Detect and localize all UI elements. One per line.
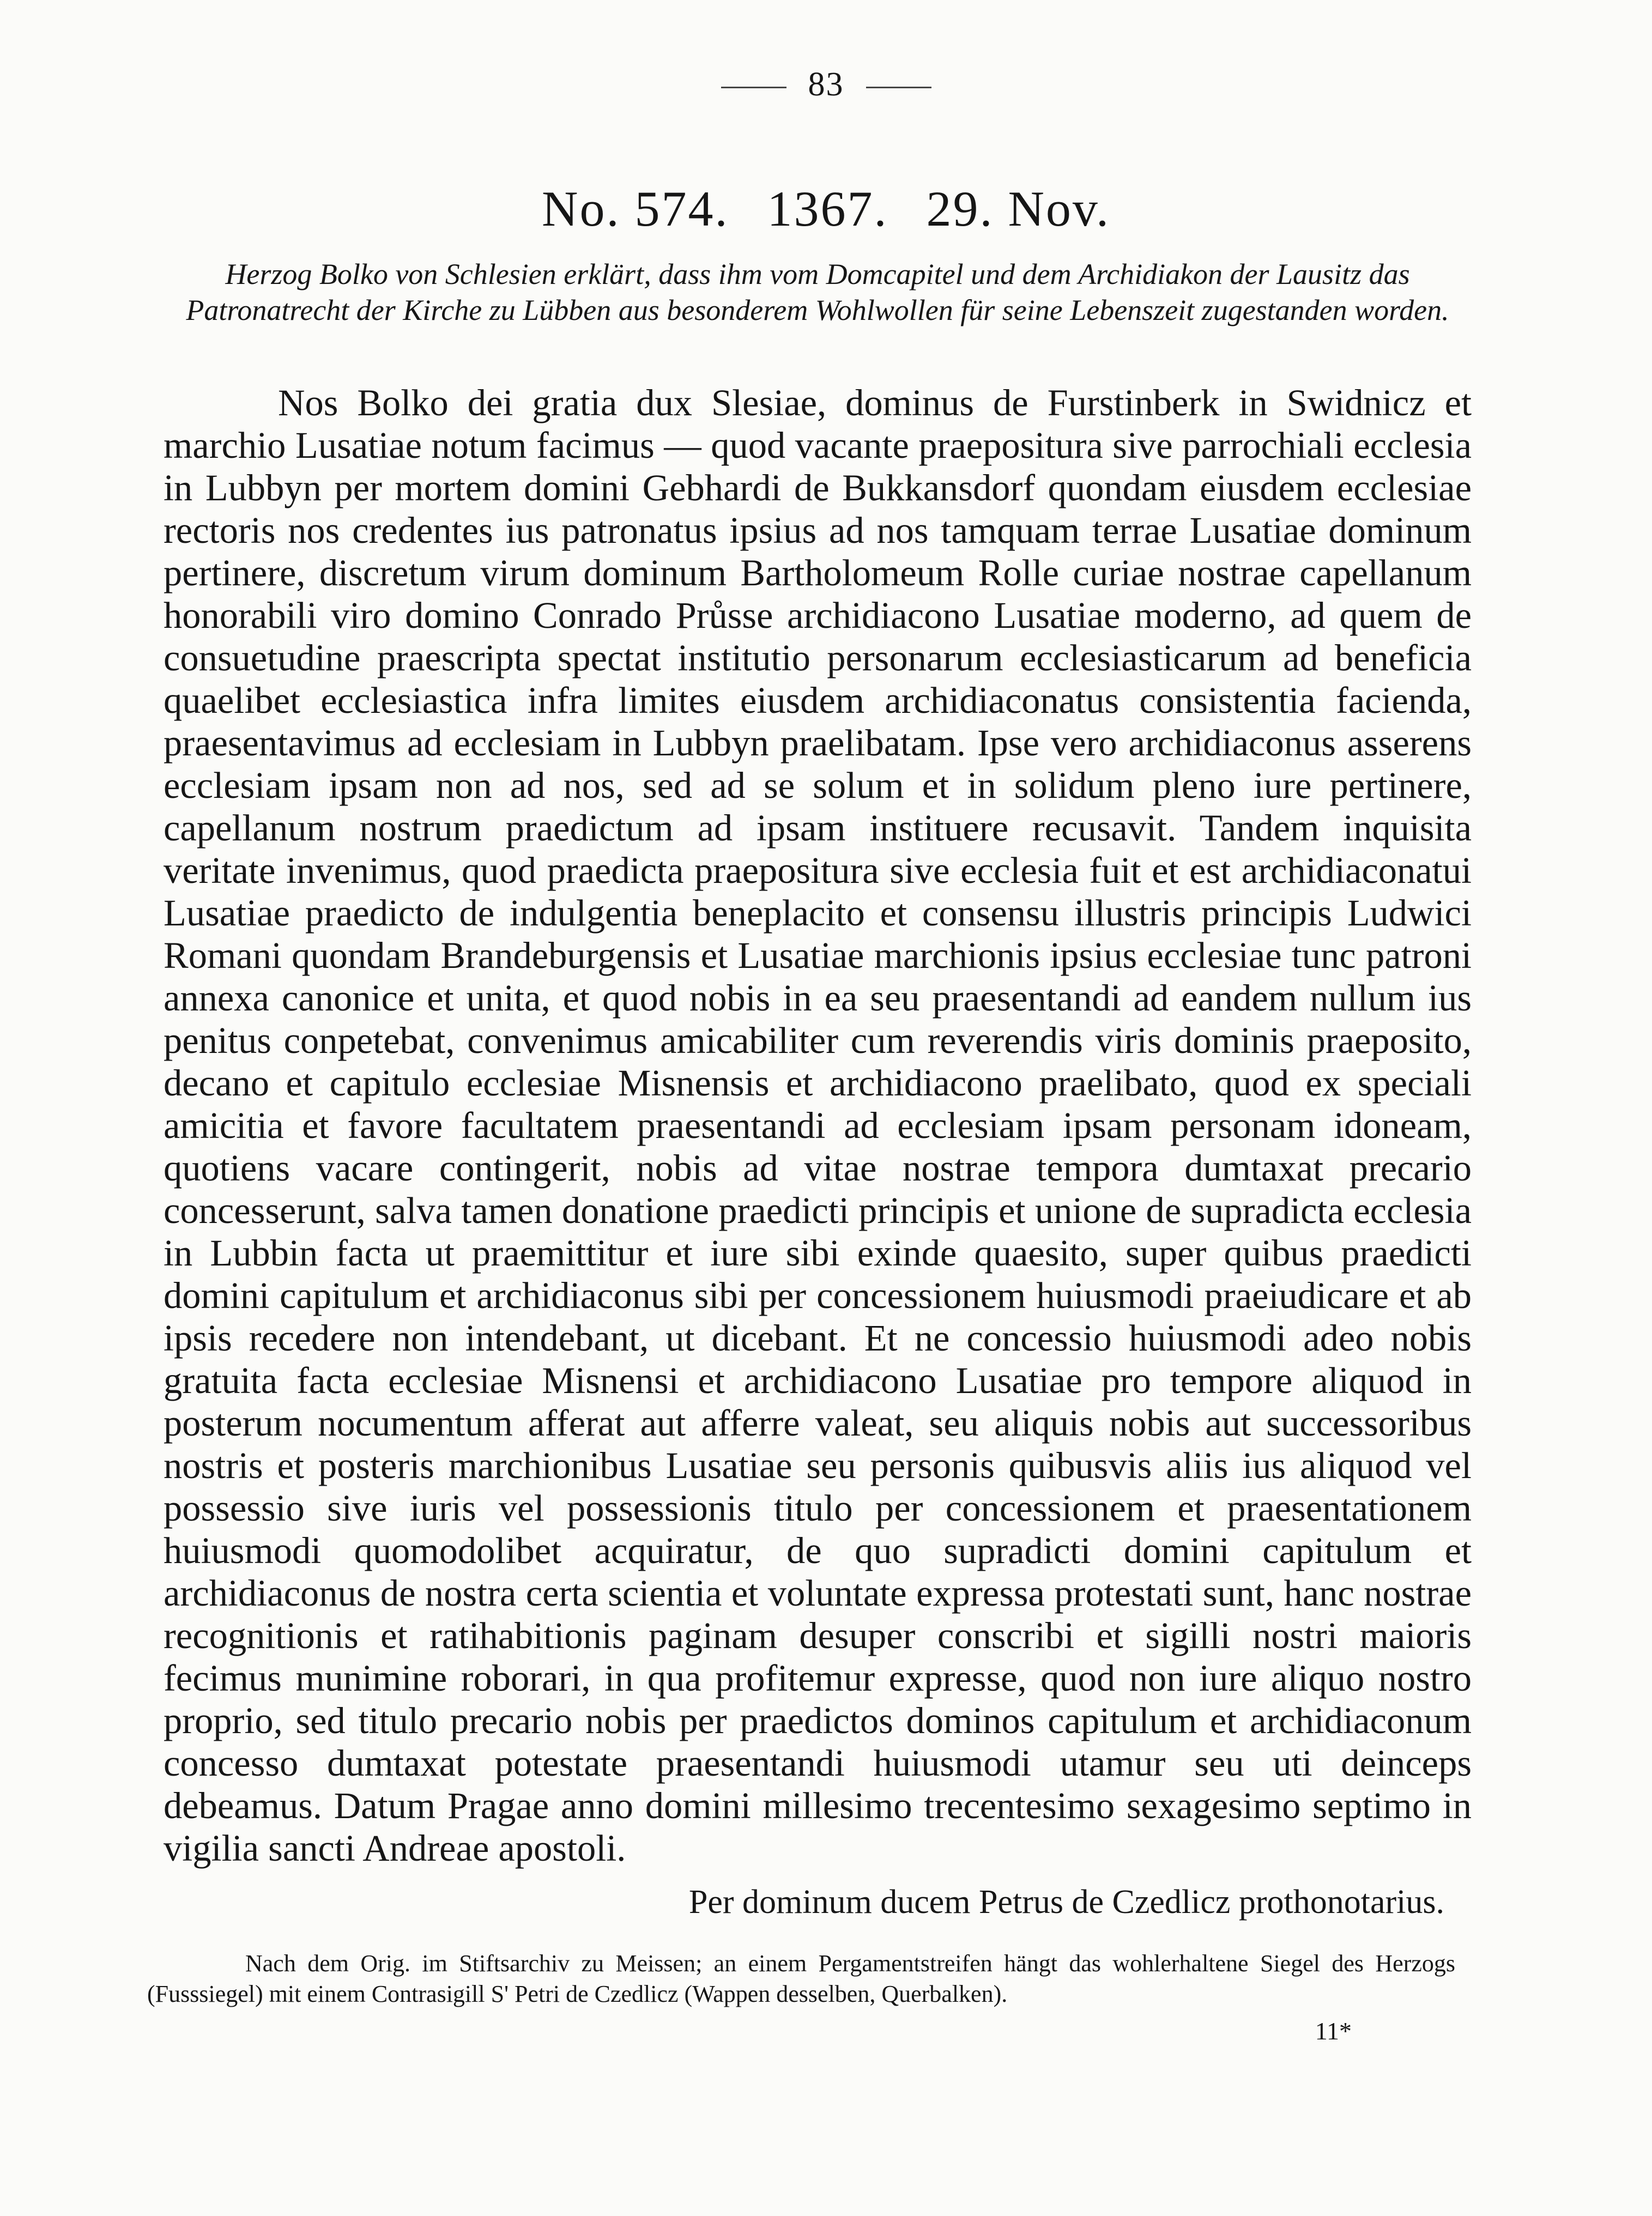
document-year: 1367. — [767, 181, 888, 237]
sheet-mark: 11* — [1315, 2017, 1352, 2045]
source-note-text: Nach dem Orig. im Stiftsarchiv zu Meissen; an einem Pergamentstreifen hängt das wohlerhaltene Siegel des Herzogs (Fusssiegel) mit einem Contrasigill S' Petri de Czedlicz (Wappen desselben, Querbalken). — [147, 1950, 1455, 2007]
page-number-dash-left — [721, 87, 786, 88]
document-signature: Per dominum ducem Petrus de Czedlicz prothonotarius. — [688, 1884, 1444, 1921]
page-number-line — [0, 65, 1652, 104]
document-header — [0, 180, 1652, 238]
document-regest: Herzog Bolko von Schlesien erklärt, dass ihm vom Domcapitel und dem Archidiakon der Lausitz das Patronatrecht der Kirche zu Lübben aus besonderem Wohlwollen für seine Lebenszeit zugestanden worden. — [186, 258, 1449, 326]
document-number: No. 574. — [542, 181, 729, 237]
document-body — [164, 382, 1472, 1869]
source-note — [147, 1948, 1455, 2009]
page-number: 83 — [808, 66, 844, 103]
document-date: 29. Nov. — [926, 181, 1110, 237]
body-paragraph: Nos Bolko dei gratia dux Slesiae, dominus de Furstinberk in Swidnicz et marchio Lusatiae notum facimus — quod vacante praepositura sive parrochiali ecclesia in Lubbyn per mortem domini Gebhardi de Bukkansdorf quondam eiusdem ecclesiae rectoris nos credentes ius patronatus ipsius ad nos tamquam terrae Lusatiae dominum pertinere, discretum virum dominum Bartholomeum Rolle curiae nostrae capellanum honorabili viro domino Conrado Průsse archidiacono Lusatiae moderno, ad quem de consuetudine praescripta spectat institutio personarum ecclesiasticarum ad beneficia quaelibet ecclesiastica infra limites eiusdem archidiaconatus consistentia facienda, praesentavimus ad ecclesiam in Lubbyn praelibatam. Ipse vero archidiaconus asserens ecclesiam ipsam non ad nos, sed ad se solum et in solidum pleno iure pertinere, capellanum nostrum praedictum ad ipsam instituere recusavit. Tandem inquisita veritate invenimus, quod praedicta praepositura sive ecclesia fuit et est archidiaconatui Lusatiae praedicto de indulgentia beneplacito et consensu illustris principis Ludwici Romani quondam Brandeburgensis et Lusatiae marchionis ipsius ecclesiae tunc patroni annexa canonice et unita, et quod nobis in ea seu praesentandi ad eandem nullum ius penitus conpetebat, convenimus amicabiliter cum reverendis viris dominis praeposito, decano et capitulo ecclesiae Misnensis et archidiacono praelibato, quod ex speciali amicitia et favore facultatem praesentandi ad ecclesiam ipsam personam idoneam, quotiens vacare contingerit, nobis ad vitae nostrae tempora dumtaxat precario concesserunt, salva tamen donatione praedicti principis et unione de supradicta ecclesia in Lubbin facta ut praemittitur et iure sibi exinde quaesito, super quibus praedicti domini capitulum et archidiaconus sibi per concessionem huiusmodi praeiudicare et ab ipsis recedere non intendebant, ut dicebant. Et ne concessio huiusmodi adeo nobis gratuita facta ecclesiae Misnensi et archidiacono Lusatiae pro tempore aliquod in posterum nocumentum afferat aut afferre valeat, seu aliquis nobis aut successoribus nostris et posteris marchionibus Lusatiae seu personis quibusvis aliis ius aliquod vel possessio sive iuris vel possessionis titulo per concessionem et praesentationem huiusmodi quomodolibet acquiratur, de quo supradicti domini capitulum et archidiaconus de nostra certa scientia et voluntate expressa protestati sunt, hanc nostrae recognitionis et ratihabitionis paginam desuper conscribi et sigilli nostri maioris fecimus munimine roborari, in qua profitemur expresse, quod non iure aliquo nostro proprio, sed titulo precario nobis per praedictos dominos capitulum et archidiaconum concesso dumtaxat potestate praesentandi huiusmodi utamur seu uti deinceps debeamus. Datum Pragae anno domini millesimo trecentesimo sexagesimo septimo in vigilia sancti Andreae apostoli. — [164, 382, 1472, 1869]
page-number-dash-right — [866, 87, 931, 88]
